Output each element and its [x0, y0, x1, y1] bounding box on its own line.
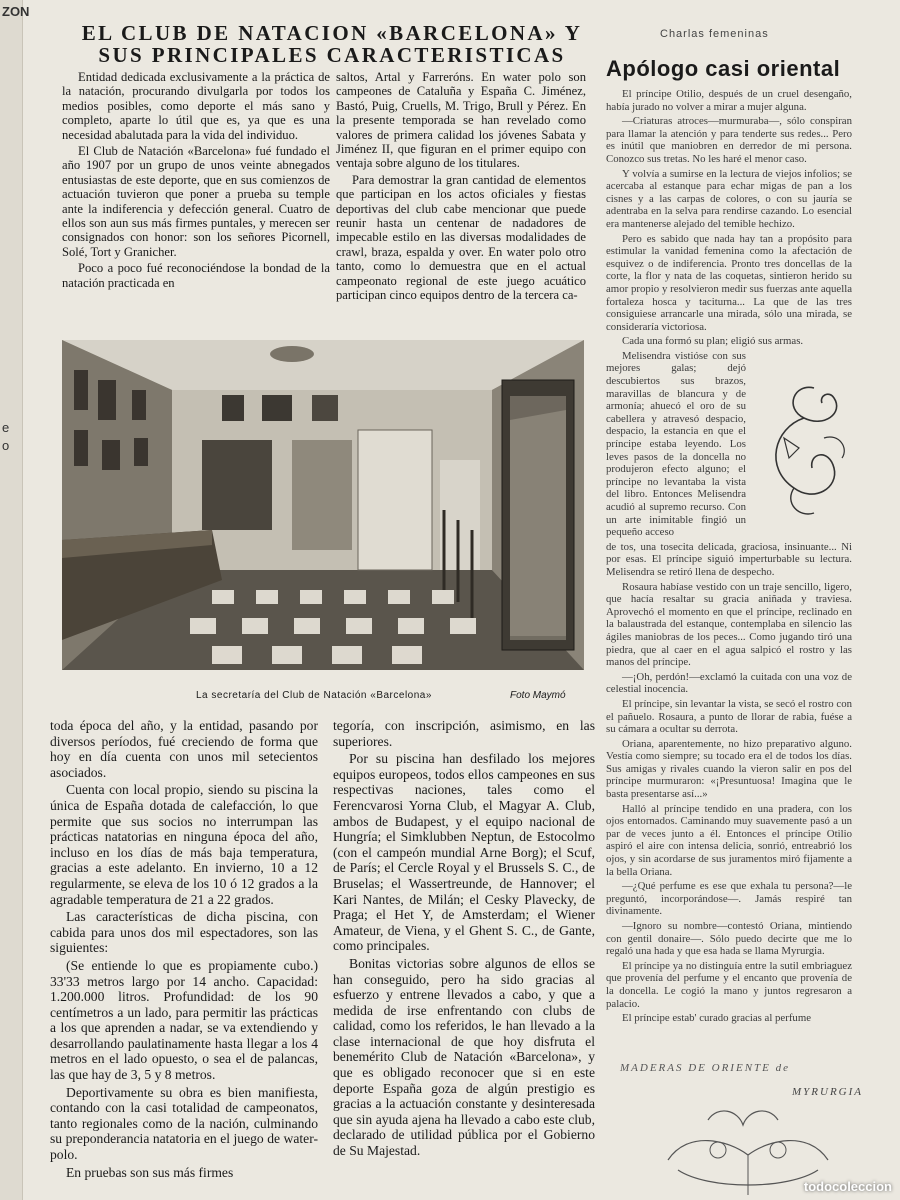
paragraph: Oriana, aparentemente, no hizo preparativo alguno. Vestía como siempre; su tocado era el de todos los días. Sus amigas y rivales cuando la vieron salir en pos del príncipe murmuraron: «¡Presuntuosa! Imagina que le basta presentarse así...» [606, 737, 852, 801]
paragraph: Bonitas victorias sobre algunos de ellos se han conseguido, pero ha sido gracias al esfuerzo y entrene llevados a cabo, y que a medida de irse enfrentando con clubs de calidad, como los referidos, le han llevado a la clase internacional de que hoy disfruta el benemérito Club de Natación «Barcelona», y que es obligado reconocer que si en este deporte España goza de algún prestigio es gracias a la actuación constante y desinteresada que sin ayuda ajena ha llevado a cabo este club, declarado de utilidad pública por el Gobierno de Su Majestad. [333, 955, 595, 1159]
paragraph: El príncipe, sin levantar la vista, se secó el rostro con el pañuelo. Rosaura, a punto de llorar de rabia, fuése a su cámara a ocultar su derrota. [606, 697, 852, 736]
adjacent-page-edge [0, 0, 30, 1200]
paragraph: (Se entiende lo que es propiamente cubo.) 33'33 metros largo por 14 ancho. Capacidad: 1.200.000 litros. Profundidad: de los 90 centímetros a un lado, para permitir las prácticas a los que aprenden a nadar, se va extendiendo y desarrollando paulatinamente hasta llegar a los 4 metros en el lado opuesto, o sea el de palancas, las que hay de 3, 5 y 8 metros. [50, 957, 318, 1083]
floral-ornament-icon [754, 378, 859, 523]
paragraph: —¿Qué perfume es ese que exhala tu persona?—le preguntó, incorporándose—. Jamás respiré tan divinamente. [606, 880, 852, 918]
photo-caption: La secretaría del Club de Natación «Barcelona» [196, 690, 432, 701]
paragraph: Melisendra vistióse con sus mejores galas; dejó descubiertos sus brazos, maravillas de blancura y de armonía; ahuecó el oro de su cabellera y atravesó despacio, despacio, la estancia en que el príncipe estaba leyendo. Los leves pasos de la doncella no produjeron efecto alguno; el príncipe no levantaba la vista del libro. Entonces Melisendra acudió al supremo recurso. Con un arte inimitable fingió un pequeño acceso [606, 349, 746, 539]
paragraph: Poco a poco fué reconociéndose la bondad de la natación practicada en [62, 261, 330, 290]
paragraph: Cuenta con local propio, siendo su piscina la única de España dotada de calefacción, lo que permite que sus socios no interrumpan las prácticas natatorias en ninguna época del año, incluso en los días de más baja temperatura, gracias a este adelanto. En invierno, 10 a 12 regularmente, se eleva de los 10 ó 12 grados a la agradable temperatura de 21 a 22 grados. [50, 782, 318, 907]
paragraph: Cada una formó su plan; eligió sus armas. [622, 335, 804, 348]
article-column-1 [62, 70, 330, 292]
article-column-3 [50, 718, 318, 1182]
paragraph: En pruebas son sus más firmes [66, 1164, 234, 1180]
edge-fragment: ZON [2, 4, 30, 19]
paragraph: Por su piscina han desfilado los mejores equipos europeos, todos ellos campeones en sus respectivas naciones, tales como el Ferencvarosi Yorna Club, el Magyar A. Club, ambos de Budapest, y el equipo nacional de Hungría; el Simklubben Neptun, de Estocolmo (con el campeón mundial Arne Borg); el Scuf, de París; el Cercle Royal y el Brussels S. C., de Bruselas; el Wassertreunde, de Hannover; el Kari Nantes, de Milán; el Cesky Plavecky, de Praga; el Het Y, de Amsterdam; el Wiener Amateur, de Viena, y el Ghent S. C., de Gante, como principales. [333, 751, 595, 954]
paragraph: El príncipe estab' curado gracias al perfume [622, 1012, 812, 1025]
paragraph: toda época del año, y la entidad, pasando por diversos períodos, fué creciendo de forma que hoy en día cuenta con unos mil setecientos asociados. [50, 718, 318, 780]
paragraph: de tos, una tosecita delicada, graciosa, insinuante... Ni por esas. El príncipe siguió imperturbable su lectura. Melisendra se retiró llena de despecho. [606, 540, 852, 578]
watermark: todocoleccion [803, 1179, 892, 1194]
club-office-photo [62, 340, 584, 670]
paragraph: Las características de dicha piscina, con cabida para unos dos mil espectadores, son las siguientes: [50, 909, 318, 956]
perfume-line: MADERAS DE ORIENTE de [620, 1062, 790, 1074]
paragraph: Rosaura habíase vestido con un traje sencillo, ligero, que hacía resaltar su gracia aniñada y traviesa. Aprovechó el momento en que el príncipe, reclinado en la balaustrada del estanque, contemplaba en silencio las ágiles maniobras de los peces... Como jugando tiró una piedra, que al caer en el agua salpicó el rostro y las manos del príncipe. [606, 580, 852, 669]
article-column-2 [336, 70, 586, 305]
paragraph: tegoría, con inscripción, asimismo, en las superiores. [333, 718, 595, 749]
edge-fragment: e [2, 420, 10, 435]
paragraph: El príncipe Otilio, después de un cruel desengaño, había jurado no volver a mirar a mujer alguna. [606, 88, 852, 113]
paragraph: El príncipe ya no distinguía entre la sutil embriaguez que provenía del perfume y el encanto que provenía de la doncella. Le cogió la mano y juntos regresaron a palacio. [606, 959, 852, 1010]
section-header: Charlas femeninas [660, 28, 769, 40]
paragraph: saltos, Artal y Farreróns. En water polo son campeones de Cataluña y España C. Jiménez, Bastó, Puig, Cruells, M. Trigo, Brull y Pérez. En la presente temporada se han revelado como valores de primera calidad los jóvenes Sabata y Jiménez II, que figuran en el primer equipo con ventaja sobre alguno de los titulares. [336, 70, 586, 171]
paragraph: Halló al príncipe tendido en una pradera, con los ojos entornados. Caminando muy suavemente pasó a un par de veces junto a él. Entonces el príncipe Otilio aspiró el aire con intensa delicia, sonrió, entreabrió los ojos, y sin acordarse de sus juramentos miró fijamente a la bella Oriana. [606, 802, 852, 878]
story-column [606, 88, 852, 1027]
edge-fragment: o [2, 438, 10, 453]
paragraph: Para demostrar la gran cantidad de elementos que participan en los actos oficiales y fiestas deportivas del club cabe mencionar que puede reunir hasta un centenar de nadadores de impecable estilo en las diversas modalidades de crawl, braza, espalda y over. En water polo otro tanto, como lo demuestra que en el actual campeonato regional de este juego acuático participan cinco equipos dentro de la tercera ca- [336, 172, 586, 303]
brand-signature: MYRURGIA [792, 1086, 863, 1098]
photo-credit: Foto Maymó [510, 690, 566, 701]
paragraph: —Criaturas atroces—murmuraba—, sólo conspiran para llamar la atención y para tenderte sus redes... Pero es inútil que maniobren en derredor de mi persona. Conozco sus tretas. No les haré el menor caso. [606, 115, 852, 165]
paragraph: —Ignoro su nombre—contestó Oriana, mintiendo con gentil donaire—. Sólo puedo decirte que me lo regaló una hada y que esa hada se llama Myrurgia. [606, 920, 852, 958]
paragraph: El Club de Natación «Barcelona» fué fundado el año 1907 por un grupo de unos veinte abnegados entusiastas de este deporte, que en sus comienzos de actuación tuvieron que poner a prueba su temple ante la indiferencia y defección general. Cuatro de ellos son aun sus más firmes puntales, y merecen ser consignados con honor: son los señores Picornell, Solé, Tort y Granicher. [62, 144, 330, 259]
article-title: EL CLUB DE NATACION «BARCELONA» Y SUS PRINCIPALES CARACTERISTICAS [81, 21, 583, 67]
paragraph: Entidad dedicada exclusivamente a la práctica de la natación, procurando divulgarla por todos los medios posibles, como deporte el más sano y completo, aparte lo útil que es, ya que es una necesidad abalutada para la vida del individuo. [62, 70, 330, 142]
story-title: Apólogo casi oriental [606, 56, 841, 81]
article-column-4 [333, 718, 595, 1161]
paragraph: —¡Oh, perdón!—exclamó la cuitada con una voz de celestial inocencia. [606, 670, 852, 696]
paragraph: Deportivamente su obra es bien manifiesta, contando con la casi totalidad de campeonatos, tanto regionales como de la nación, culminando su preponderancia natatoria en el juego de water-polo. [50, 1084, 318, 1163]
paragraph: Pero es sabido que nada hay tan a propósito para estimular la vanidad femenina como la afectación de esquivez o de indiferencia. Pronto tres doncellas de la corte, la flor y nata de las coquetas, sintieron herido su amor propio y resolvieron medir sus fuerzas ante aquella fortaleza hosca y taciturna... La que de las tres consiguiese arrancarle una mirada, sólo una mirada, se consideraría victoriosa. [606, 232, 852, 333]
paragraph: Y volvía a sumirse en la lectura de viejos infolios; se acercaba al estanque para echar migas de pan a los cisnes y a las carpas de colores, o con su jauría se adentraba en la selva para rendirse cazando. Lo esencial era mantenerse alejado del temible hechizo. [606, 167, 852, 230]
